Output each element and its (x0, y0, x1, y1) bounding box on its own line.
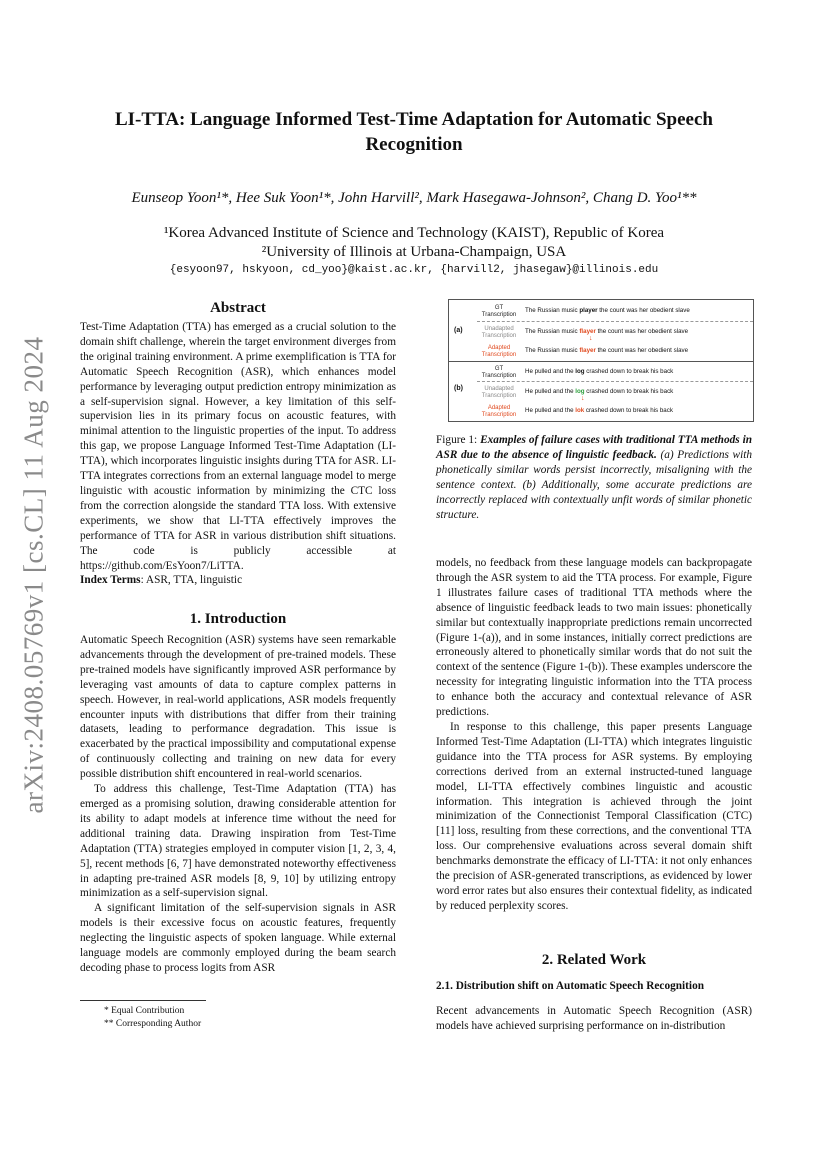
subsection-heading: 2.1. Distribution shift on Automatic Speech Recognition (436, 980, 704, 992)
row-text: He pulled and the log crashed down to break his back (525, 388, 674, 395)
row-text: He pulled and the log crashed down to break his back (525, 368, 674, 375)
affiliation-illinois: ²University of Illinois at Urbana-Champaign, USA (261, 244, 567, 260)
row-text: The Russian music flayer the count was her obedient slave (525, 347, 689, 354)
footnote-divider (80, 1000, 206, 1001)
figure-1-caption (436, 433, 752, 522)
gt-label: GT Transcription (481, 305, 517, 318)
index-terms-label: Index Terms (80, 574, 141, 587)
paper-title: LI-TTA: Language Informed Test-Time Adaptation for Automatic Speech Recognition (114, 109, 713, 155)
body-paragraph: Recent advancements in Automatic Speech Recognition (ASR) models have achieved surprising performance on in-distribution (436, 1005, 752, 1032)
footnote-equal: * Equal Contribution (104, 1006, 185, 1016)
down-arrow-icon: ↓ (589, 335, 593, 342)
author-emails: {esyoon97, hskyoon, cd_yoo}@kaist.ac.kr, {harvill2, jhasegaw}@illinois.edu (169, 264, 659, 276)
caption-title: Examples of failure cases with traditional TTA methods in ASR due to the absence of linguistic feedback. (436, 434, 752, 461)
arxiv-stamp (4, 275, 64, 875)
arxiv-id: arXiv:2408.05769v1 [cs.CL] 11 Aug 2024 (18, 336, 49, 814)
figure-row-b-adapted (449, 401, 753, 420)
adapted-label: Adapted Transcription (481, 345, 517, 358)
unadapted-label: Unadapted Transcription (481, 326, 517, 339)
adapted-label: Adapted Transcription (481, 405, 517, 418)
abstract-text: Test-Time Adaptation (TTA) has emerged as a crucial solution to the domain shift challenge, wherein the target environment diverges from the original training environment. A prime exemplification is TTA for Automatic Speech Recognition (ASR), which enhances model performance by leveraging output prediction entropy minimization as a self-supervision signal. However, a key limitation of this self-supervision lies in its primary focus on acoustic features, with minimal attention to the linguistic properties of the input. To address this gap, we propose Language Informed Test-Time Adaptation (LI-TTA), which incorporates linguistic insights during TTA for ASR. LI-TTA integrates corrections from an external language model to merge linguistic with acoustic information by minimizing the CTC loss from the correction alongside the standard TTA loss. With extensive experiments, we show that LI-TTA effectively improves the performance of TTA for ASR in various distribution shift situations. The code is publicly accessible at https://github.com/EsYoon7/LiTTA. (80, 321, 396, 572)
unadapted-label: Unadapted Transcription (481, 386, 517, 399)
figure-row-b-gt (449, 362, 753, 381)
index-terms-value: : ASR, TTA, linguistic (140, 574, 243, 587)
row-text: The Russian music player the count was her obedient slave (525, 307, 690, 314)
intro-paragraph: A significant limitation of the self-supervision signals in ASR models is their excessive focus on acoustic features, frequently neglecting the linguistic aspects of spoken language. While external language models are commonly employed during the beam search decoding phase to process logits from ASR (80, 902, 396, 974)
caption-label: Figure 1: (436, 434, 478, 446)
caption-text: (a) Predictions with phonetically similar words persist incorrectly, misaligning with the sentence context. (b) Additionally, some accurate predictions are incorrectly replaced with contextually unfit words of similar phonetic structure. (436, 448, 752, 521)
figure-part-b-label: (b) (454, 385, 463, 392)
figure-row-a-adapted (449, 341, 753, 360)
index-terms (80, 573, 396, 588)
abstract-heading: Abstract (210, 300, 266, 316)
related-work-heading: 2. Related Work (541, 952, 647, 968)
body-paragraph: models, no feedback from these language models can backpropagate through the ASR system to aid the TTA process. For example, Figure 1 illustrates failure cases of traditional TTA methods where the absence of linguistic feedback leads to two main issues: phonetically similar but contextually inappropriate predictions remain uncorrected (Figure 1-(a)), and in some instances, initially correct predictions are erroneously altered to phonetically similar words that do not suit the context of the sentence (Figure 1-(b)). These examples underscore the necessity for integrating linguistic information into the TTA process to enhance both the accuracy and contextual relevance of ASR predictions. (436, 557, 752, 719)
footnote-corresponding: ** Corresponding Author (104, 1019, 202, 1029)
introduction-heading: 1. Introduction (189, 611, 287, 627)
row-text: The Russian music flayer the count was her obedient slave (525, 328, 689, 335)
figure-row-a-unadapted (449, 322, 753, 341)
abstract-body (80, 320, 396, 588)
intro-paragraph: To address this challenge, Test-Time Adaptation (TTA) has emerged as a promising solution, drawing considerable attention for its ability to adapt models at inference time without the need for additional training data. Drawing inspiration from Test-Time Adaptation (TTA) strategies employed in computer vision [1, 2, 3, 4, 5], recent methods [6, 7] have demonstrated noteworthy effectiveness in adapting pre-trained ASR models [8, 9, 10] by utilizing entropy minimization as a self-supervision signal. (80, 783, 396, 900)
gt-label: GT Transcription (481, 366, 517, 379)
right-column-body (436, 556, 752, 914)
related-work-body (436, 1004, 752, 1034)
introduction-body (80, 633, 396, 976)
author-list: Eunseop Yoon¹*, Hee Suk Yoon¹*, John Harvill², Mark Hasegawa-Johnson², Chang D. Yoo¹** (131, 190, 697, 206)
figure-part-a-label: (a) (454, 327, 463, 334)
row-text: He pulled and the lok crashed down to break his back (525, 407, 673, 414)
intro-paragraph: Automatic Speech Recognition (ASR) systems have seen remarkable advancements through the development of pre-trained models. These pre-trained models have significantly improved ASR performance by leveraging vast amounts of data to capture complex patterns in speech. However, in real-world applications, ASR models frequently encounter inputs with distributions that differ from their training datasets, leading to performance degradation. This issue is exacerbated by the practical impossibility and computational expense of continuously collecting and training on new data for every possible distribution shift encountered in real-world scenarios. (80, 634, 396, 781)
down-arrow-icon: ↓ (581, 395, 585, 402)
affiliation-kaist: ¹Korea Advanced Institute of Science and Technology (KAIST), Republic of Korea (163, 225, 665, 241)
figure-row-a-gt (449, 301, 753, 320)
body-paragraph: In response to this challenge, this paper presents Language Informed Test-Time Adaptation (LI-TTA) which integrates linguistic guidance into the TTA process for ASR systems. By employing corrections derived from an external instructed-tuned language model, LI-TTA effectively combines linguistic and acoustic information. This integration is achieved through the joint minimization of the Connectionist Temporal Classification (CTC) [11] loss, resulting from these corrections, and the conventional TTA loss. Our comprehensive evaluations across several domain shift benchmarks demonstrate the efficacy of LI-TTA: it not only enhances the precision of ASR-generated transcriptions, as evidenced by lower word error rates but also ensures their contextual fidelity, as indicated by reduced perplexity scores. (436, 720, 752, 912)
figure-row-b-unadapted (449, 382, 753, 401)
figure-1 (448, 299, 754, 422)
